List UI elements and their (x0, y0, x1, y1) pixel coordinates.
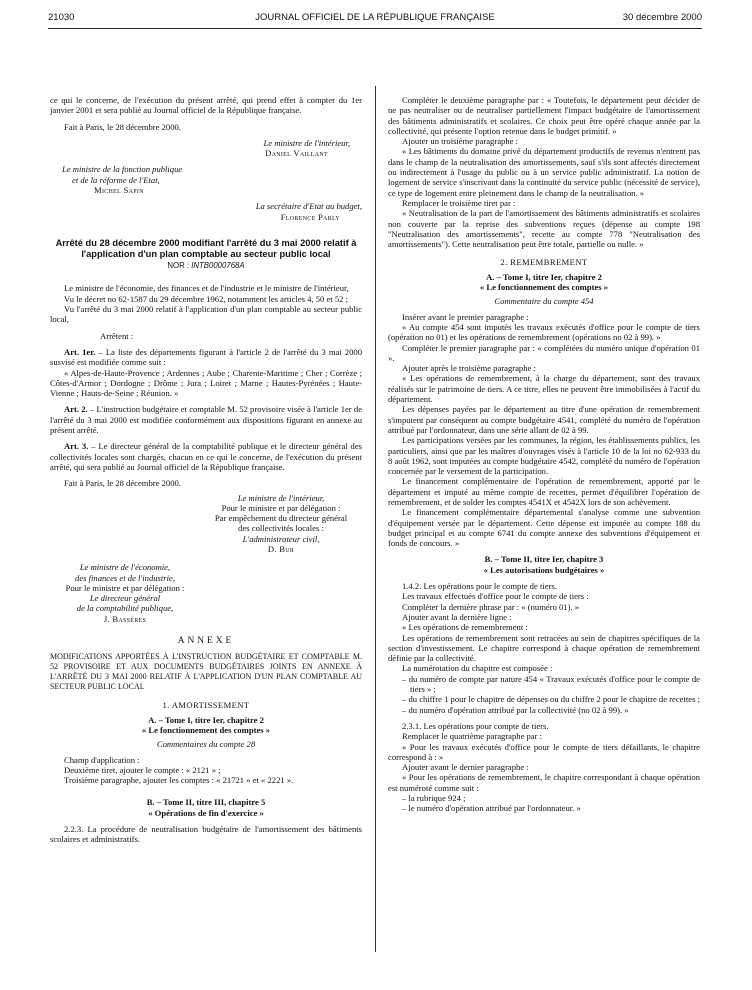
subsection-heading: B. – Tome II, titre III, chapitre 5 (146, 797, 266, 808)
paragraph: Remplacer le troisième tiret par : (402, 197, 516, 208)
signature-title: Le ministre de l'économie, (79, 562, 171, 573)
nor-reference (50, 261, 362, 271)
paragraph: Le financement complémentaire départemental s'analyse comme une subvention d'équipement versée par le département. Cette dépense est imputée au compte 188 du budget principal et au compte 6741 du compte annexe des subventions d'équipement et fonds de concours. » (388, 507, 700, 549)
arretent-line: Arrêtent : (100, 330, 134, 341)
paragraph: ce qui le concerne, de l'exécution du présent arrêté, qui prend effet à compter du 1er janvier 2001 et sera publié au Journal officiel de la République française. (50, 95, 362, 116)
annex-subtitle: MODIFICATIONS APPORTÉES À L'INSTRUCTION BUDGÉTAIRE ET COMPTABLE M. 52 PROVISOIRE ET AUX DOCUMENTS BUDGÉTAIRES JOINTS EN ANNEXE À L'ARRÊTÉ DU 3 MAI 2000 RELATIF À L'APPLICATION D'UN PLAN COMPTABLE AU SECTEUR PUBLIC LOCAL (50, 652, 362, 692)
signature-title: des finances et de l'industrie, (75, 572, 175, 583)
paragraph: Ajouter avant le dernier paragraphe : (402, 762, 529, 773)
paragraph: Ajouter un troisième paragraphe : (402, 136, 518, 147)
paragraph: Insérer avant le premier paragraphe : (402, 311, 529, 322)
signature-title: Le ministre de la fonction publique (62, 164, 183, 175)
subsection-heading: « Le fonctionnement des comptes » (141, 724, 271, 735)
paragraph: Le ministre de l'économie, des finances et de l'industrie et le ministre de l'intérieur, (64, 283, 349, 294)
paragraph: Les participations versées par les communes, la région, les établissements publics, les particuliers, ainsi que par les maîtres d'ouvrages visés à l'article 10 de la loi no 62-933 du 8 août 1962, sont imputées au compte budgétaire 4542, complété du numéro de l'opération concernée par le versement de la participation. (388, 435, 700, 477)
paragraph: Remplacer le quatrième paragraphe par : (402, 731, 543, 742)
right-column (388, 95, 700, 814)
article-1 (50, 347, 362, 368)
list-item: – du chiffre 1 pour le chapitre de dépenses ou du chiffre 2 pour le chapitre de recettes ; (402, 694, 700, 705)
left-column (50, 95, 362, 845)
annex-heading: ANNEXE (177, 636, 235, 647)
signature-line: Pour le ministre et par délégation : (65, 582, 185, 593)
paragraph: Le financement complémentaire de l'opération de remembrement, apporté par le département et imputé au même compte de recettes, permet d'équilibrer l'opération de remembrement, et de solder les comptes 4541X et 4542X lors de son achèvement. (388, 476, 700, 507)
signature-title: de la comptabilité publique, (76, 603, 174, 614)
signature-block-interior (50, 493, 362, 555)
issue-date: 30 décembre 2000 (622, 12, 702, 23)
signature-line: des collectivités locales : (238, 523, 324, 534)
signature-name: D. Bur (267, 543, 295, 554)
paragraph: La numérotation du chapitre est composée : (402, 663, 553, 674)
article-text: – L'instruction budgétaire et comptable M. 52 provisoire visée à l'article 1er de l'arrêté du 3 mai 2000 est modifiée conformément aux dispositions figurant en annexe au présent arrêté. (50, 404, 363, 436)
article-label: Art. 3. (64, 441, 89, 452)
signature-title: L'administrateur civil, (242, 533, 320, 544)
paragraph: 2.3.1. Les opérations pour compte de tiers. (402, 720, 549, 731)
article-3 (50, 441, 362, 472)
signature-line: Par empêchement du directeur général (214, 513, 348, 524)
paragraph: Champ d'application : (64, 754, 140, 765)
page-header (48, 12, 702, 28)
paragraph: « Au compte 454 sont imputés les travaux exécutés d'office pour le compte de tiers (opération no 01) et les opérations de remembrement (opérations no 02 à 99). » (388, 321, 700, 343)
signature-title: Le directeur général (89, 593, 161, 604)
article-label: Art. 1er. (64, 346, 96, 357)
paragraph: « Pour les travaux exécutés d'office pour le compte de tiers défaillants, le chapitre correspond à : » (388, 741, 700, 762)
paragraph: Deuxième tiret, ajouter le compte : « 2121 » ; (64, 764, 221, 775)
commentary-heading: Commentaire du compte 454 (494, 296, 594, 307)
signature-block-economy (50, 562, 200, 624)
done-at-line: Fait à Paris, le 28 décembre 2000. (64, 121, 181, 132)
signature-name: Daniel Vaillant (265, 148, 328, 159)
paragraph: Ajouter avant la dernière ligne : (402, 611, 512, 622)
signature-line: Pour le ministre et par délégation : (221, 502, 341, 513)
section-heading: 2. REMEMBREMENT (500, 257, 588, 268)
paragraph: Les travaux effectués d'office pour le compte de tiers : (402, 591, 589, 602)
paragraph: Troisième paragraphe, ajouter les comptes : « 21721 » et « 2221 ». (64, 775, 294, 786)
paragraph: Compléter le deuxième paragraphe par : « Toutefois, le département peut décider de ne pas neutraliser ou de neutraliser partiellement l'impact budgétaire de l'amortissement des bâtiments administratifs et scolaires. Ce choix peut être opéré chaque année par la collectivité, qui présente l'option retenue dans le budget primitif. » (388, 95, 700, 136)
nor-label: NOR : (167, 261, 190, 271)
subsection-heading: « Opérations de fin d'exercice » (148, 807, 264, 818)
subsection-heading: « Les autorisations budgétaires » (483, 564, 605, 575)
subsection-heading: « Le fonctionnement des comptes » (479, 282, 609, 293)
decree-title: Arrêté du 28 décembre 2000 modifiant l'arrêté du 3 mai 2000 relatif à l'application d'un plan comptable au secteur public local (55, 237, 357, 259)
signature-name: Florence Parly (280, 211, 340, 222)
article-label: Art. 2. (64, 404, 88, 415)
done-at-line: Fait à Paris, le 28 décembre 2000. (64, 478, 181, 489)
paragraph: Les opérations de remembrement sont retracées au sein de chapitres spécifiques de la section d'investissement. Le chapitre correspond à chaque opération de remembrement définie par la collectivité. (388, 632, 700, 664)
page-number: 21030 (48, 12, 75, 23)
paragraph: Vu l'arrêté du 3 mai 2000 relatif à l'application d'un plan comptable au secteur public local, (50, 304, 362, 325)
subsection-heading: A. – Tome I, titre Ier, chapitre 2 (486, 271, 602, 282)
list-item: – du numéro de compte par nature 454 « Travaux exécutés d'office pour le compte de tiers » ; (402, 673, 700, 695)
signature-title: et de la réforme de l'Etat, (72, 174, 160, 185)
subsection-heading: A. – Tome I, titre Ier, chapitre 2 (148, 714, 264, 725)
header-rule (48, 28, 702, 29)
commentary-heading: Commentaires du compte 28 (156, 739, 256, 750)
list-item: – la rubrique 924 ; (402, 793, 466, 803)
department-list: « Alpes-de-Haute-Provence ; Ardennes ; Aube ; Charente-Maritime ; Cher ; Corrèze ; Côtes-d'Armor ; Dordogne ; Drôme ; Jura ; Loiret ; Marne ; Hautes-Pyrénées ; Haute-Vienne ; Hauts-de-Seine ; Réunion. » (50, 367, 362, 399)
article-text: – La liste des départements figurant à l'article 2 de l'arrêté du 3 mai 2000 susvisé est modifiée comme suit : (50, 346, 362, 368)
article-2 (50, 404, 362, 435)
subsection-heading: B. – Tome II, titre Ier, chapitre 3 (484, 554, 604, 565)
signature-title: Le ministre de l'intérieur, (237, 492, 325, 503)
paragraph: « Les opérations de remembrement : (402, 622, 528, 633)
paragraph: « Neutralisation de la part de l'amortissement des bâtiments administratifs et scolaires non couverte par la reprise des subventions reçues (dépense au compte 198 "Neutralisation des amortissements", recette au compte 778 "Neutralisation des amortissements"). Cette neutralisation peut être totale, partielle ou nulle. » (388, 208, 700, 250)
signature-title: Le ministre de l'intérieur, (263, 137, 350, 148)
section-heading: 1. AMORTISSEMENT (162, 700, 250, 711)
paragraph: « Les opérations de remembrement, à la charge du département, sont des travaux réalisés sur le patrimoine de tiers. A ce titre, elles ne peuvent être immobilisées à l'actif du département. (388, 373, 700, 405)
paragraph: « Pour les opérations de remembrement, le chapitre correspondant à chaque opération est numéroté comme suit : (388, 772, 700, 793)
signature-title: La secrétaire d'Etat au budget, (255, 201, 362, 212)
paragraph: Vu le décret no 62-1587 du 29 décembre 1962, notamment les articles 4, 50 et 52 ; (64, 293, 348, 304)
paragraph: Compléter la dernière phrase par : « (numéro 01). » (402, 601, 580, 612)
paragraph: Ajouter après le troisième paragraphe : (402, 363, 536, 374)
nor-value: INTB0000768A (191, 261, 245, 271)
article-text: – Le directeur général de la comptabilité publique et le directeur général des collectivités locales sont chargés, chacun en ce qui le concerne, de l'exécution du présent arrêté, qui sera publié au Journal officiel de la République française. (50, 441, 362, 472)
paragraph: 2.2.3. La procédure de neutralisation budgétaire de l'amortissement des bâtiments scolaires et administratifs. (50, 824, 362, 845)
paragraph: « Les bâtiments du domaine privé du département productifs de revenus n'entrent pas dans le champ de la neutralisation des amortissements, sauf s'ils sont affectés directement ou indirectement à l'usage du public ou à un service public administratif. La notion de logement de service s'inscrivant dans la continuité du service public (nécessité de service), ce type de logement entre pleinement dans le champ de la neutralisation. » (388, 146, 700, 198)
signature-name: Michel Sapin (94, 185, 144, 196)
column-divider (375, 86, 376, 952)
list-item: – le numéro d'opération attribué par l'ordonnateur. » (402, 803, 581, 814)
paragraph: 1.4.2. Les opérations pour le compte de tiers. (402, 581, 557, 592)
signature-name: J. Bassères (103, 613, 147, 624)
paragraph: Les dépenses payées par le département au titre d'une opération de remembrement s'imputent par conséquent au compte budgétaire 4541, complété du numéro de l'opération attribué par l'ordonnateur, dans une série allant de 02 à 99. (388, 404, 700, 435)
list-item: – du numéro d'opération attribué par la collectivité (no 02 à 99). » (402, 704, 629, 715)
paragraph: Compléter le premier paragraphe par : « complétées du numéro unique d'opération 01 ». (388, 342, 700, 363)
journal-title: JOURNAL OFFICIEL DE LA RÉPUBLIQUE FRANÇAISE (255, 12, 495, 23)
